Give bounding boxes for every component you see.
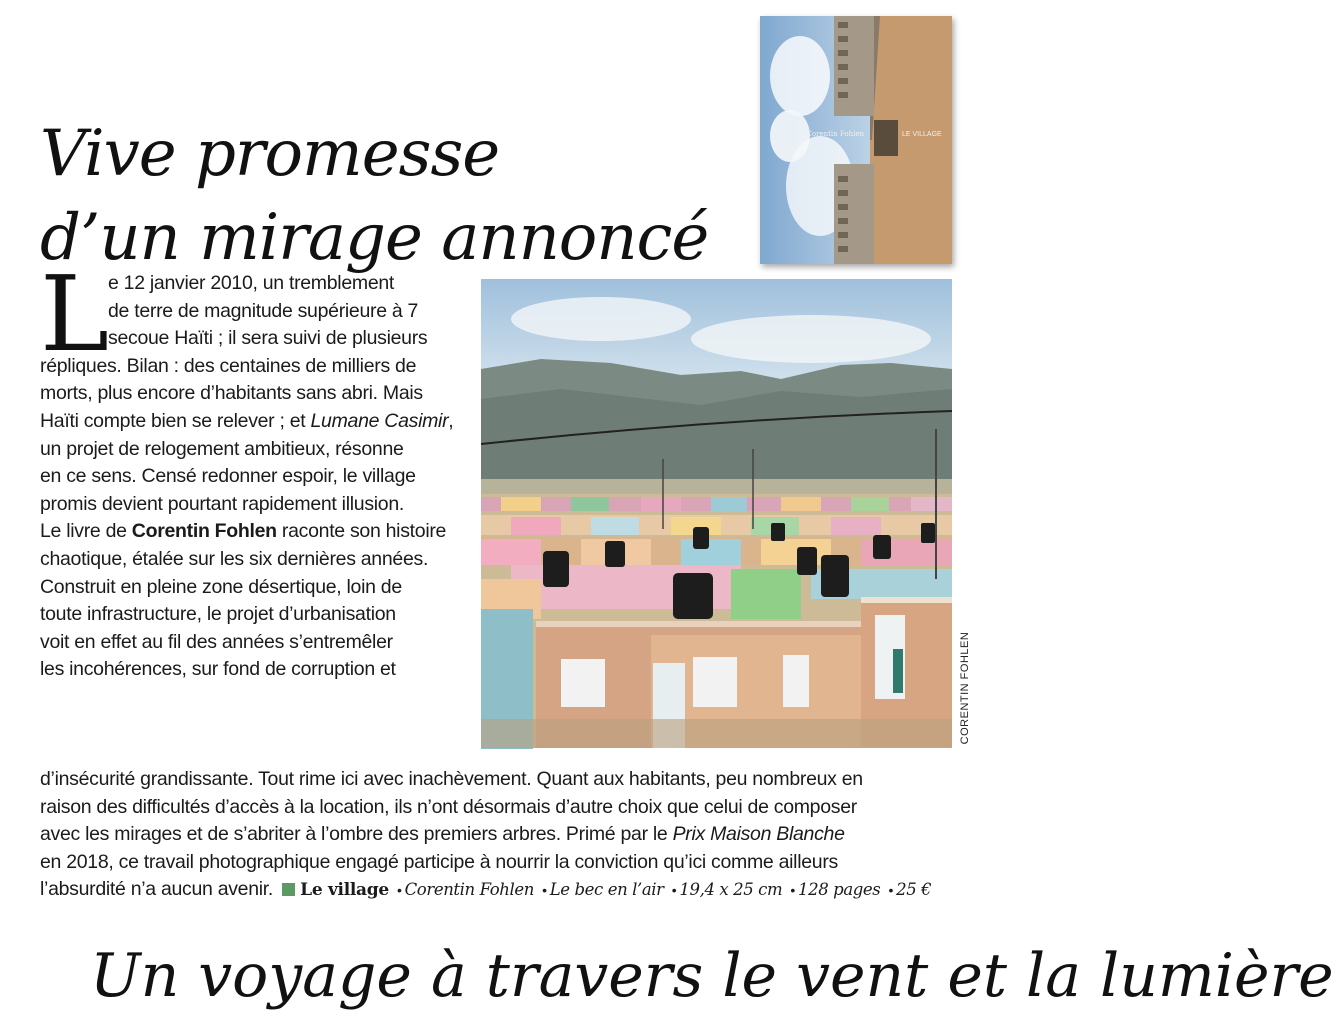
spec-pages: 128 pages: [798, 880, 881, 900]
text-line: en ce sens. Censé redonner espoir, le village: [40, 465, 416, 488]
text-line: voit en effet au fil des années s’entremêler: [40, 630, 393, 653]
text-line: morts, plus encore d’habitants sans abri. Mais: [40, 382, 423, 405]
title-line-1: Vive promesse: [40, 117, 500, 191]
green-square-icon: [282, 883, 295, 896]
text-line: avec les mirages et de s’abriter à l’ombre des premiers arbres. Primé par le Prix Maison Blanche: [40, 823, 845, 846]
text-line: Construit en pleine zone désertique, loin de: [40, 575, 402, 598]
text-line: secoue Haïti ; il sera suivi de plusieurs: [108, 327, 428, 350]
text-line: en 2018, ce travail photographique engagé participe à nourrir la conviction qu’ici comme ailleurs: [40, 850, 838, 873]
text-line: promis devient pourtant rapidement illusion.: [40, 492, 405, 515]
text-line: les incohérences, sur fond de corruption et: [40, 658, 396, 681]
author-name: Corentin Fohlen: [131, 520, 277, 543]
separator: •: [888, 882, 894, 899]
book-cover: [760, 16, 952, 264]
spec-title: Le village: [300, 880, 389, 901]
prize-name: Prix Maison Blanche: [672, 823, 845, 846]
text-line: répliques. Bilan : des centaines de milliers de: [40, 354, 417, 377]
text-line: raison des difficultés d’accès à la location, ils n’ont désormais d’autre choix que celui de composer: [40, 795, 857, 818]
next-article-heading: Un voyage à travers le vent et la lumière: [90, 941, 1334, 1011]
book-cover-author: Corentin Fohlen: [806, 130, 864, 138]
photo-credit: CORENTIN FOHLEN: [959, 631, 971, 745]
article-full-text: [40, 766, 960, 905]
text-line: Le livre de Corentin Fohlen raconte son histoire: [40, 520, 447, 543]
separator: •: [790, 882, 796, 899]
text-line: de terre de magnitude supérieure à 7: [108, 299, 419, 322]
text-line: d’insécurité grandissante. Tout rime ici avec inachèvement. Quant aux habitants, peu nombreux en: [40, 768, 863, 790]
separator: •: [396, 882, 402, 899]
separator: •: [671, 882, 677, 899]
text-line: Haïti compte bien se relever ; et Lumane Casimir,: [40, 409, 454, 432]
project-name: Lumane Casimir: [310, 409, 449, 432]
article-photo: [481, 279, 952, 748]
spec-price: 25 €: [896, 880, 932, 900]
text-line: chaotique, étalée sur les six dernières années.: [40, 547, 429, 570]
spec-publisher: Le bec en l’air: [549, 880, 664, 900]
spec-author: Corentin Fohlen: [404, 880, 534, 900]
text-line: l’absurdité n’a aucun avenir. Le village • Corentin Fohlen • Le bec en l’air • 19,4 x 25 cm • 128 pages • 25 €: [40, 878, 932, 901]
text-line: toute infrastructure, le projet d’urbanisation: [40, 603, 396, 626]
article-column-text: [40, 270, 460, 684]
book-cover-title: LE VILLAGE: [902, 131, 942, 138]
text-line: un projet de relogement ambitieux, résonne: [40, 437, 404, 460]
article-title: [40, 112, 708, 280]
drop-cap: L: [40, 253, 110, 375]
spec-size: 19,4 x 25 cm: [679, 880, 783, 900]
text-line: e 12 janvier 2010, un tremblement: [108, 272, 395, 294]
title-line-2: d’un mirage annoncé: [40, 201, 709, 275]
separator: •: [542, 882, 547, 899]
